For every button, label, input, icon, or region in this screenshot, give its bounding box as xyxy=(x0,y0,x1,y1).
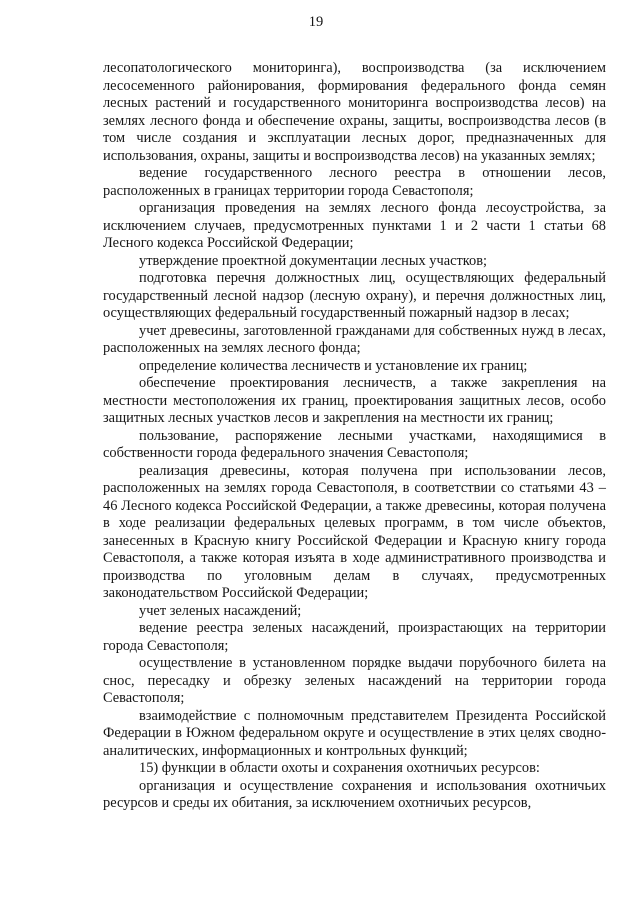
document-body xyxy=(103,60,606,813)
paragraph-project-documentation: утверждение проектной документации лесных участков; xyxy=(139,252,488,269)
paragraph-continuation: лесопатологического мониторинга), воспроизводства (за исключением лесосеменного районирования, формирования федерального фонда семян лесных растений и государственного мониторинга воспроизводства лесов) на землях лесного фонда и обеспечение охраны, защиты, воспроизводства лесов (в том числе создания и эксплуатации лесных дорог, предназначенных для использования, охраны, защиты и воспроизводства лесов) на указанных землях; xyxy=(103,60,606,164)
paragraph-green-registry: ведение реестра зеленых насаждений, произрастающих на территории города Севастополя; xyxy=(103,620,606,654)
paragraph-forest-inventory: организация проведения на землях лесного фонда лесоустройства, за исключением случаев, предусмотренных пунктами 1 и 2 части 1 статьи 68 Лесного кодекса Российской Федерации; xyxy=(103,200,606,251)
paragraph-hunting-resources: организация и осуществление сохранения и использования охотничьих ресурсов и среды их обитания, за исключением охотничьих ресурсов, xyxy=(103,777,606,811)
paragraph-felling-ticket: осуществление в установленном порядке выдачи порубочного билета на снос, пересадку и обрезку зеленых насаждений на территории города Севастополя; xyxy=(103,655,606,706)
paragraph-land-use: пользование, распоряжение лесными участками, находящимися в собственности города федерального значения Севастополя; xyxy=(103,427,606,461)
paragraph-interaction: взаимодействие с полномочным представителем Президента Российской Федерации в Южном федеральном округе и осуществление в этих целях сводно-аналитических, информационных и контрольных функций; xyxy=(103,707,606,759)
paragraph-hunting-heading: 15) функции в области охоты и сохранения охотничьих ресурсов: xyxy=(139,760,540,776)
paragraph-forest-registry: ведение государственного лесного реестра в отношении лесов, расположенных в границах территории города Севастополя; xyxy=(103,165,606,199)
paragraph-timber-accounting: учет древесины, заготовленной гражданами для собственных нужд в лесах, расположенных на землях лесного фонда; xyxy=(103,322,606,356)
paragraph-officials-list: подготовка перечня должностных лиц, осуществляющих федеральный государственный лесной надзор (лесную охрану), и перечня должностных лиц, осуществляющих федеральный государственный пожарный надзор в лесах; xyxy=(103,270,606,321)
paragraph-timber-sale: реализация древесины, которая получена при использовании лесов, расположенных на землях города Севастополя, в соответствии со статьями 43 – 46 Лесного кодекса Российской Федерации, а также древесины, которая получена в ходе реализации федеральных целевых программ, в том числе объектов, занесенных в Красную книгу Российской Федерации и Красную книгу города Севастополя, а также которая изъята в ходе административного производства и производства по уголовным делам в случаях, предусмотренных законодательством Российской Федерации; xyxy=(103,462,606,601)
page-number: 19 xyxy=(308,14,324,30)
paragraph-forestry-count: определение количества лесничеств и установление их границ; xyxy=(139,357,528,374)
paragraph-green-accounting: учет зеленых насаждений; xyxy=(139,602,302,619)
paragraph-forestry-design: обеспечение проектирования лесничеств, а также закрепления на местности местоположения их границ, проектирования защитных лесов, особо защитных лесных участков лесов и закрепления на местности их границ; xyxy=(103,375,606,426)
